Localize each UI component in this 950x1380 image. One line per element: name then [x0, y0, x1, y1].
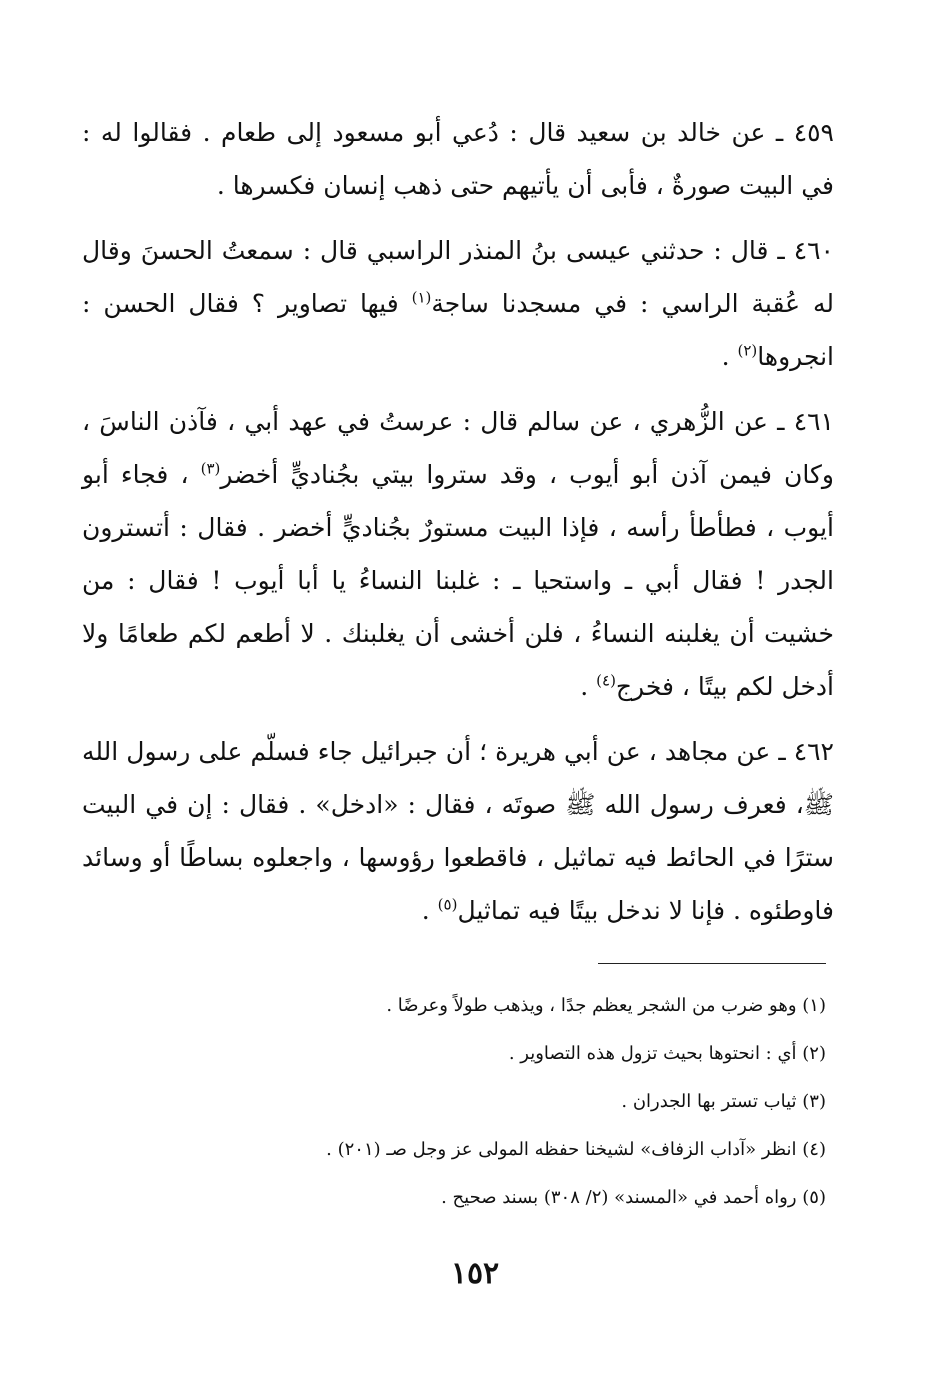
- paragraph-text: فيها تصاوير ؟ فقال الحسن : انجروها: [82, 289, 834, 371]
- hadith-460: [82, 224, 834, 383]
- hadith-462: [82, 725, 834, 937]
- paragraph-text: .: [721, 342, 738, 371]
- main-text: [82, 106, 834, 949]
- footnote-ref: (٥): [437, 895, 458, 914]
- paragraph-text: ٤٥٩ ـ عن خالد بن سعيد قال : دُعي أبو مسعود إلى طعام . فقالوا له : في البيت صورةٌ ، فأبى أن يأتيهم حتى ذهب إنسان فكسرها .: [82, 118, 834, 200]
- footnotes: [150, 982, 826, 1222]
- footnote-ref: (٢): [737, 341, 758, 360]
- page-number: ١٥٢: [450, 1256, 500, 1291]
- paragraph-text: ٤٦٠ ـ قال : حدثني عيسى بنُ المنذر الراسبي قال : سمعتُ الحسنَ وقال له عُقبة الراسي : في مسجدنا ساجة: [82, 236, 834, 318]
- hadith-461: [82, 395, 834, 713]
- footnote-3: (٣) ثياب تستر بها الجدران .: [621, 1091, 826, 1112]
- footnote-ref: (٤): [596, 671, 616, 690]
- paragraph-text: ، فجاء أبو أيوب ، فطأطأ رأسه ، فإذا البيت مستورٌ بجُناديٍّ أخضر . فقال : أتسترون الجدر ! فقال أبي ـ واستحيا ـ : غلبنا النساءُ يا أبا أيوب ! فقال : من خشيت أن يغلبنه النساءُ ، فلن أخشى أن يغلبنك . لا أطعم لكم طعامًا ولا أدخل لكم بيتًا ، فخرج: [82, 460, 834, 701]
- footnote-ref: (٣): [200, 459, 221, 478]
- hadith-459: [82, 106, 834, 212]
- footnote-4: (٤) انظر «آداب الزفاف» لشيخنا حفظه المولى عز وجل صـ (٢٠١) .: [326, 1139, 826, 1160]
- paragraph-text: .: [580, 672, 597, 701]
- paragraph-text: .: [421, 896, 438, 925]
- footnote-1: (١) وهو ضرب من الشجر يعظم جدًا ، ويذهب طولاً وعرضًا .: [386, 995, 826, 1016]
- paragraph-text: ٤٦١ ـ عن الزُّهري ، عن سالم قال : عرستُ في عهد أبي ، فآذن الناسَ ، وكان فيمن آذن أبو أيوب ، وقد ستروا بيتي بجُناديٍّ أخضر: [82, 407, 834, 489]
- footnote-5: (٥) رواه أحمد في «المسند» (٢/ ٣٠٨) بسند صحيح .: [441, 1187, 826, 1208]
- footnote-2: (٢) أي : انحتوها بحيث تزول هذه التصاوير .: [508, 1043, 826, 1064]
- paragraph-text: ٤٦٢ ـ عن مجاهد ، عن أبي هريرة ؛ أن جبرائيل جاء فسلّم على رسول الله ﷺ، فعرف رسول الله ﷺ صوتَه ، فقال : «ادخل» . فقال : إن في البيت سترًا في الحائط فيه تماثيل ، فاقطعوا رؤوسها ، واجعلوه بساطًا أو وسائد فاوطئوه . فإنا لا ندخل بيتًا فيه تماثيل: [82, 737, 834, 925]
- footnote-ref: (١): [411, 288, 432, 307]
- footnote-divider: [598, 963, 826, 964]
